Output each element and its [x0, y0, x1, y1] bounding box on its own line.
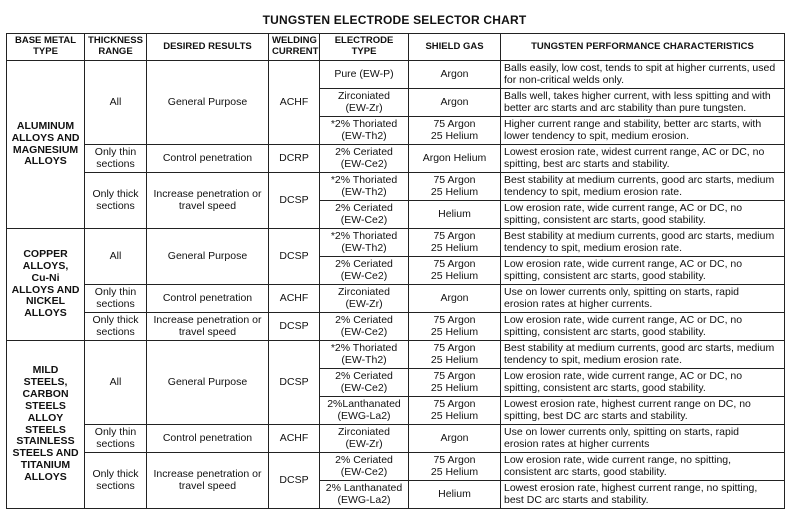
electrode-cell: Zirconiated (EW-Zr)	[320, 425, 409, 453]
performance-cell: Lowest erosion rate, highest current range, no spitting, best DC arc starts and stability.	[501, 481, 785, 509]
electrode-cell: Zirconiated (EW-Zr)	[320, 89, 409, 117]
electrode-cell: 2% Lanthanated (EWG-La2)	[320, 481, 409, 509]
current-cell: ACHF	[269, 285, 320, 313]
performance-cell: Low erosion rate, wide current range, AC or DC, no spitting, consistent arc starts, good stability.	[501, 257, 785, 285]
performance-cell: Balls well, takes higher current, with less spitting and with better arc starts and arc stability than pure tungsten.	[501, 89, 785, 117]
results-cell: Control penetration	[147, 425, 269, 453]
table-row	[7, 453, 785, 481]
performance-cell: Higher current range and stability, better arc starts, with lower tendency to spit, medium erosion.	[501, 117, 785, 145]
electrode-cell: *2% Thoriated (EW-Th2)	[320, 117, 409, 145]
table-row	[7, 341, 785, 369]
gas-cell: Helium	[409, 481, 501, 509]
current-cell: DCSP	[269, 313, 320, 341]
header-shield-gas: SHIELD GAS	[409, 34, 501, 61]
performance-cell: Best stability at medium currents, good arc starts, medium tendency to spit, medium erosion rate.	[501, 341, 785, 369]
thickness-cell: All	[85, 61, 147, 145]
current-cell: DCSP	[269, 341, 320, 425]
results-cell: General Purpose	[147, 61, 269, 145]
performance-cell: Best stability at medium currents, good arc starts, medium tendency to spit, medium erosion rate.	[501, 173, 785, 201]
table-row	[7, 145, 785, 173]
base-metal-cell: ALUMINUM ALLOYS AND MAGNESIUM ALLOYS	[7, 61, 85, 229]
performance-cell: Use on lower currents only, spitting on starts, rapid erosion rates at higher currents.	[501, 285, 785, 313]
base-metal-cell: MILD STEELS, CARBON STEELS ALLOY STEELS STAINLESS STEELS AND TITANIUM ALLOYS	[7, 341, 85, 509]
table-row	[7, 229, 785, 257]
results-cell: Increase penetration or travel speed	[147, 313, 269, 341]
header-base-metal: BASE METAL TYPE	[7, 34, 85, 61]
current-cell: DCSP	[269, 229, 320, 285]
results-cell: Increase penetration or travel speed	[147, 173, 269, 229]
results-cell: Control penetration	[147, 145, 269, 173]
electrode-cell: Zirconiated (EW-Zr)	[320, 285, 409, 313]
gas-cell: 75 Argon 25 Helium	[409, 369, 501, 397]
performance-cell: Low erosion rate, wide current range, no spitting, consistent arc starts, good stability.	[501, 453, 785, 481]
thickness-cell: Only thin sections	[85, 285, 147, 313]
gas-cell: Argon	[409, 285, 501, 313]
electrode-cell: 2% Ceriated (EW-Ce2)	[320, 201, 409, 229]
header-welding-current: WELDING CURRENT	[269, 34, 320, 61]
electrode-cell: 2% Ceriated (EW-Ce2)	[320, 145, 409, 173]
performance-cell: Low erosion rate, wide current range, AC or DC, no spitting, consistent arc starts, good stability.	[501, 369, 785, 397]
table-row	[7, 61, 785, 89]
performance-cell: Low erosion rate, wide current range, AC or DC, no spitting, consistent arc starts, good stability.	[501, 201, 785, 229]
gas-cell: 75 Argon 25 Helium	[409, 341, 501, 369]
chart-title: TUNGSTEN ELECTRODE SELECTOR CHART	[262, 13, 527, 27]
header-performance: TUNGSTEN PERFORMANCE CHARACTERISTICS	[501, 34, 785, 61]
thickness-cell: All	[85, 229, 147, 285]
thickness-cell: Only thin sections	[85, 425, 147, 453]
base-metal-cell: COPPER ALLOYS, Cu-Ni ALLOYS AND NICKEL ALLOYS	[7, 229, 85, 341]
header-thickness: THICKNESS RANGE	[85, 34, 147, 61]
table-row	[7, 285, 785, 313]
electrode-cell: *2% Thoriated (EW-Th2)	[320, 341, 409, 369]
gas-cell: Argon	[409, 425, 501, 453]
thickness-cell: All	[85, 341, 147, 425]
performance-cell: Use on lower currents only, spitting on starts, rapid erosion rates at higher currents	[501, 425, 785, 453]
results-cell: General Purpose	[147, 229, 269, 285]
electrode-cell: 2% Ceriated (EW-Ce2)	[320, 369, 409, 397]
electrode-cell: Pure (EW-P)	[320, 61, 409, 89]
gas-cell: 75 Argon 25 Helium	[409, 397, 501, 425]
header-row	[7, 34, 785, 61]
current-cell: DCSP	[269, 173, 320, 229]
gas-cell: 75 Argon 25 Helium	[409, 453, 501, 481]
gas-cell: 75 Argon 25 Helium	[409, 313, 501, 341]
performance-cell: Lowest erosion rate, widest current range, AC or DC, no spitting, best arc starts and stability.	[501, 145, 785, 173]
gas-cell: 75 Argon 25 Helium	[409, 229, 501, 257]
electrode-cell: 2%Lanthanated (EWG-La2)	[320, 397, 409, 425]
selector-table	[6, 33, 785, 509]
gas-cell: Argon Helium	[409, 145, 501, 173]
performance-cell: Low erosion rate, wide current range, AC or DC, no spitting, consistent arc starts, good stability.	[501, 313, 785, 341]
gas-cell: Helium	[409, 201, 501, 229]
performance-cell: Best stability at medium currents, good arc starts, medium tendency to spit, medium erosion rate.	[501, 229, 785, 257]
gas-cell: Argon	[409, 61, 501, 89]
table-row	[7, 425, 785, 453]
table-row	[7, 313, 785, 341]
electrode-cell: 2% Ceriated (EW-Ce2)	[320, 257, 409, 285]
gas-cell: 75 Argon 25 Helium	[409, 257, 501, 285]
electrode-cell: 2% Ceriated (EW-Ce2)	[320, 313, 409, 341]
header-desired-results: DESIRED RESULTS	[147, 34, 269, 61]
current-cell: ACHF	[269, 425, 320, 453]
electrode-cell: 2% Ceriated (EW-Ce2)	[320, 453, 409, 481]
thickness-cell: Only thick sections	[85, 173, 147, 229]
current-cell: DCSP	[269, 453, 320, 509]
thickness-cell: Only thick sections	[85, 313, 147, 341]
current-cell: DCRP	[269, 145, 320, 173]
gas-cell: 75 Argon 25 Helium	[409, 117, 501, 145]
electrode-cell: *2% Thoriated (EW-Th2)	[320, 173, 409, 201]
performance-cell: Balls easily, low cost, tends to spit at higher currents, used for non-critical welds only.	[501, 61, 785, 89]
results-cell: Control penetration	[147, 285, 269, 313]
performance-cell: Lowest erosion rate, highest current range on DC, no spitting, best DC arc starts and stability.	[501, 397, 785, 425]
table-row	[7, 173, 785, 201]
results-cell: Increase penetration or travel speed	[147, 453, 269, 509]
thickness-cell: Only thin sections	[85, 145, 147, 173]
table-body	[7, 61, 785, 509]
header-electrode-type: ELECTRODE TYPE	[320, 34, 409, 61]
electrode-cell: *2% Thoriated (EW-Th2)	[320, 229, 409, 257]
thickness-cell: Only thick sections	[85, 453, 147, 509]
current-cell: ACHF	[269, 61, 320, 145]
results-cell: General Purpose	[147, 341, 269, 425]
gas-cell: Argon	[409, 89, 501, 117]
gas-cell: 75 Argon 25 Helium	[409, 173, 501, 201]
